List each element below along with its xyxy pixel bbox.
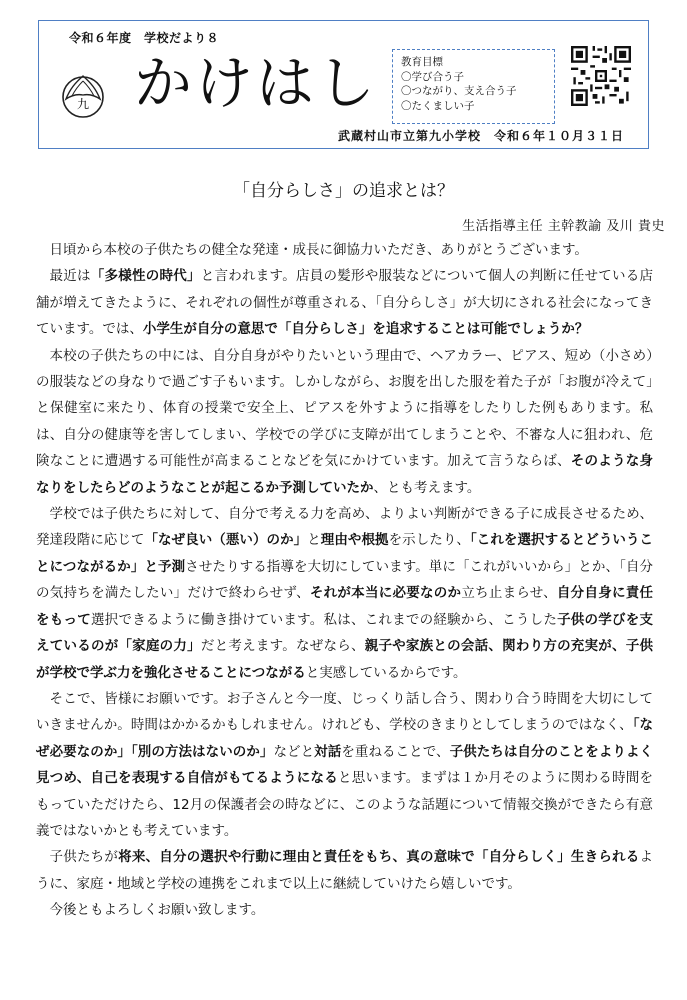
paragraph: 日頃から本校の子供たちの健全な発達・成長に御協力いただき、ありがとうございます。	[49, 242, 588, 258]
goal-item: 〇たくましい子	[401, 99, 475, 112]
paragraph: 今後ともよろしくお願い致します。	[49, 902, 265, 919]
paragraph: 本校の子供たちの中には、自分自身がやりたいという理由で、ヘアカラー、ピアス、短め（小さめ）の服装などの身なりで過ごす子もいます。しかしながら、お腹を出した服を着た子が「お腹が冷えて」と保健室に来たり、体育の授業で安全上、ピアスを外すように指導をしたりした例もあります。私は、自分の健康等を害してしまい、学校での学びに支障が出てしまうことや、不審な人に狙われ、危険なことに遭遇する可能性が高まることなどを気にかけています。加えて言うならば、そのような身なりをしたらどのようなことが起こるか予測していたか、とも考えます。	[36, 347, 653, 496]
goals-heading: 教育目標	[401, 56, 443, 68]
article-body	[36, 237, 653, 924]
paragraph: 学校では子供たちに対して、自分で考える力を高め、よりよい判断ができる子に成長させるため、発達段階に応じて「なぜ良い（悪い）のか」と理由や根拠を示したり、「これを選択するとどういうことにつながるか」と予測させたりする指導を大切にしています。単に「これがいいから」とか、「自分の気持ちを満たしたい」だけで終わらせず、それが本当に必要なのか立ち止まらせ、自分自身に責任をもって選択できるように働き掛けています。私は、これまでの経験から、こうした子供の学びを支えているのが「家庭の力」だと考えます。なぜなら、親子や家族との会話、関わり方の充実が、子供が学校で学ぶ力を強化させることにつながると実感しているからです。	[36, 506, 654, 681]
paragraph: 子供たちが将来、自分の選択や行動に理由と責任をもち、真の意味で「自分らしく」生きられるように、家庭・地域と学校の連携をこれまで以上に継続していけたら嬉しいです。	[36, 849, 654, 892]
paragraph: そこで、皆様にお願いです。お子さんと今一度、じっくり話し合う、関わり合う時間を大切にしていきませんか。時間はかかるかもしれません。けれども、学校のきまりとしてしまうのではなく、「なぜ必要なのか」「別の方法はないのか」などと対話を重ねることで、子供たちは自分のことをよりよく見つめ、自己を表現する自信がもてるようになると思います。まずは１か月そのように関わる時間をもっていただけたら、12月の保護者会の時などに、このような話題について情報交換ができたら有意義ではないかとも考えています。	[36, 690, 654, 839]
school-name-date: 武蔵村山市立第九小学校 令和６年１０月３１日	[337, 129, 624, 143]
qr-code-icon[interactable]	[571, 46, 631, 106]
masthead	[38, 20, 649, 149]
goal-item: 〇つながり、支え合う子	[401, 85, 517, 97]
article-title: 「自分らしさ」の追求とは？	[233, 181, 454, 201]
education-goals-box	[392, 49, 555, 124]
school-emblem-icon	[60, 73, 106, 119]
article-author: 生活指導主任 主幹教諭 及川 貴史	[462, 219, 665, 234]
goal-item: 〇学び合う子	[401, 70, 464, 83]
newsletter-title: かけはし	[134, 49, 379, 117]
emblem-char: 九	[76, 97, 90, 111]
issue-label: 令和６年度 学校だより８	[69, 31, 220, 45]
paragraph: 最近は「多様性の時代」と言われます。店員の髪形や服装などについて個人の判断に任せている店舗が増えてきたように、それぞれの個性が尊重される、「自分らしさ」が大切にされる社会になってきています。では、小学生が自分の意思で「自分らしさ」を追求することは可能でしょうか？	[36, 268, 654, 338]
